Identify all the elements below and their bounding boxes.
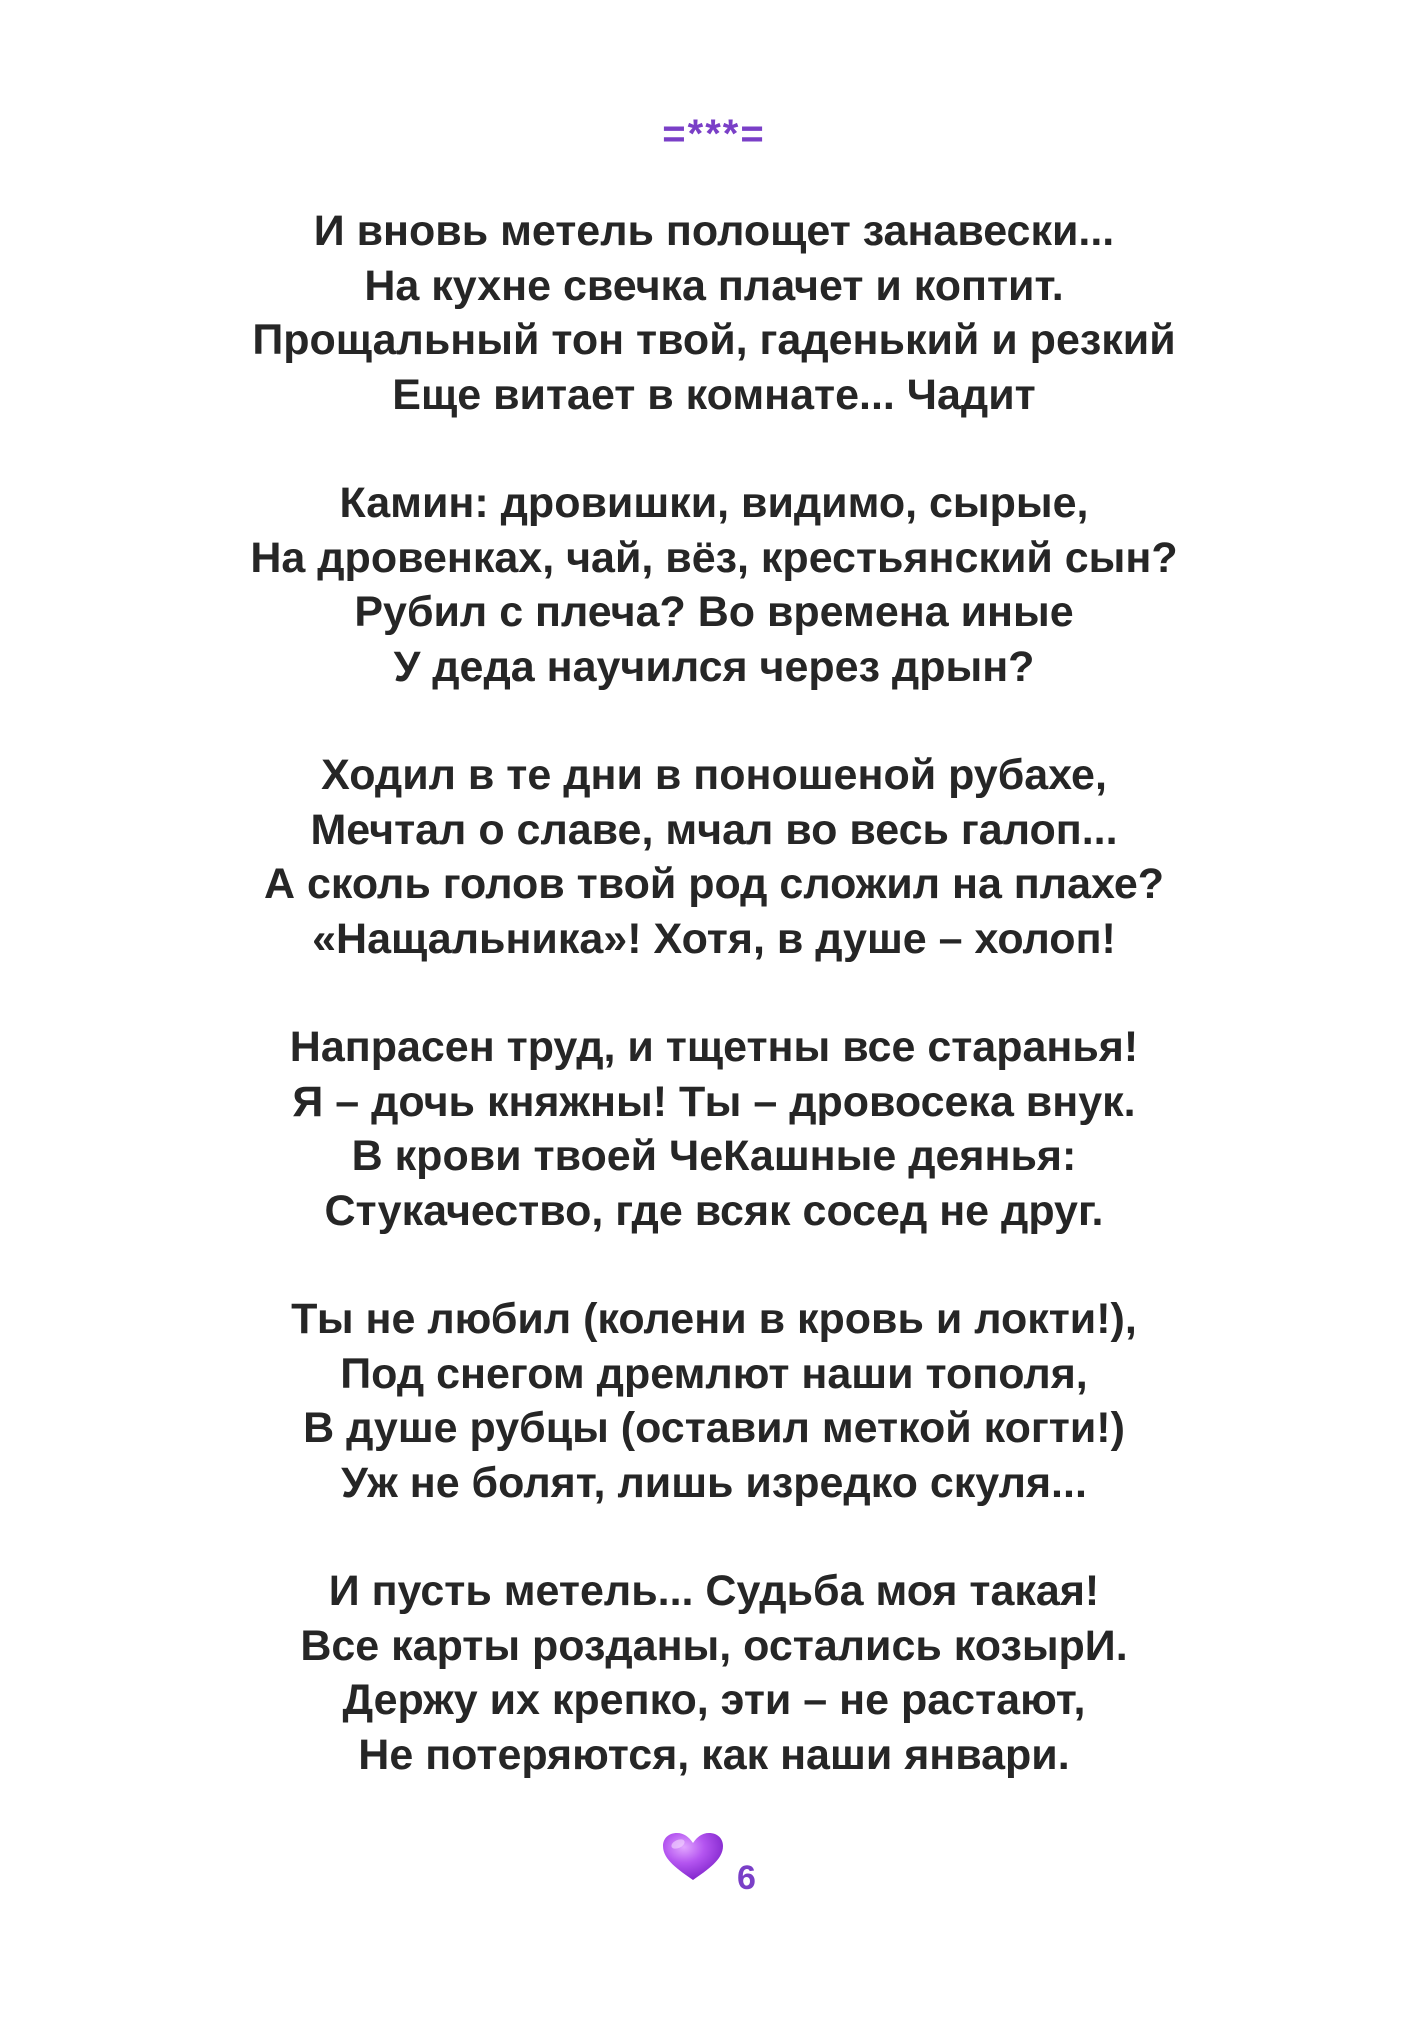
stanza-2 xyxy=(0,476,1428,694)
page-number: 6 xyxy=(737,1859,756,1897)
poem-title: =***= xyxy=(662,112,766,156)
poem-line: Напрасен труд, и тщетны все старанья! xyxy=(289,1023,1139,1071)
poem-line: Все карты розданы, остались козырИ. xyxy=(300,1621,1128,1670)
poem-line: А сколь голов твой род сложил на плахе? xyxy=(263,860,1165,908)
stanza-5 xyxy=(0,1292,1428,1510)
poem-line: Камин: дровишки, видимо, сырые, xyxy=(339,479,1089,527)
poem-line: В душе рубцы (оставил меткой когти!) xyxy=(303,1404,1125,1452)
poem-line: Уж не болят, лишь изредко скуля... xyxy=(341,1458,1087,1507)
poem-line: Не потеряются, как наши январи. xyxy=(358,1730,1070,1779)
poem-line: У деда научился через дрын? xyxy=(393,642,1035,691)
stanza-1 xyxy=(0,204,1428,422)
poem-line: Ходил в те дни в поношеной рубахе, xyxy=(321,751,1107,799)
poem-line: Прощальный тон твой, гаденький и резкий xyxy=(252,316,1176,364)
purple-heart-icon xyxy=(661,1832,725,1882)
poem-line: Под снегом дремлют наши тополя, xyxy=(340,1349,1088,1398)
poem-line: Я – дочь княжны! Ты – дровосека внук. xyxy=(292,1077,1136,1126)
poem-line: Рубил с плеча? Во времена иные xyxy=(354,588,1074,636)
poem-line: «Нащальника»! Хотя, в душе – холоп! xyxy=(312,914,1116,963)
poem-line: Стукачество, где всяк сосед не друг. xyxy=(324,1186,1104,1235)
poem-line: И вновь метель полощет занавески... xyxy=(313,207,1115,255)
stanza-4 xyxy=(0,1020,1428,1238)
poem-line: И пусть метель... Судьба моя такая! xyxy=(328,1567,1100,1615)
poem-line: Еще витает в комнате... Чадит xyxy=(392,370,1036,419)
poem-line: В крови твоей ЧеКашные деянья: xyxy=(351,1132,1077,1180)
poem-line: На дровенках, чай, вёз, крестьянский сын? xyxy=(250,533,1178,582)
poem-body xyxy=(0,204,1428,1836)
poem-line: Держу их крепко, эти – не растают, xyxy=(342,1676,1086,1724)
stanza-3 xyxy=(0,748,1428,966)
stanza-6 xyxy=(0,1564,1428,1782)
poem-line: На кухне свечка плачет и коптит. xyxy=(364,261,1064,310)
poem-line: Мечтал о славе, мчал во весь галоп... xyxy=(310,805,1118,854)
poem-line: Ты не любил (колени в кровь и локти!), xyxy=(291,1295,1137,1343)
